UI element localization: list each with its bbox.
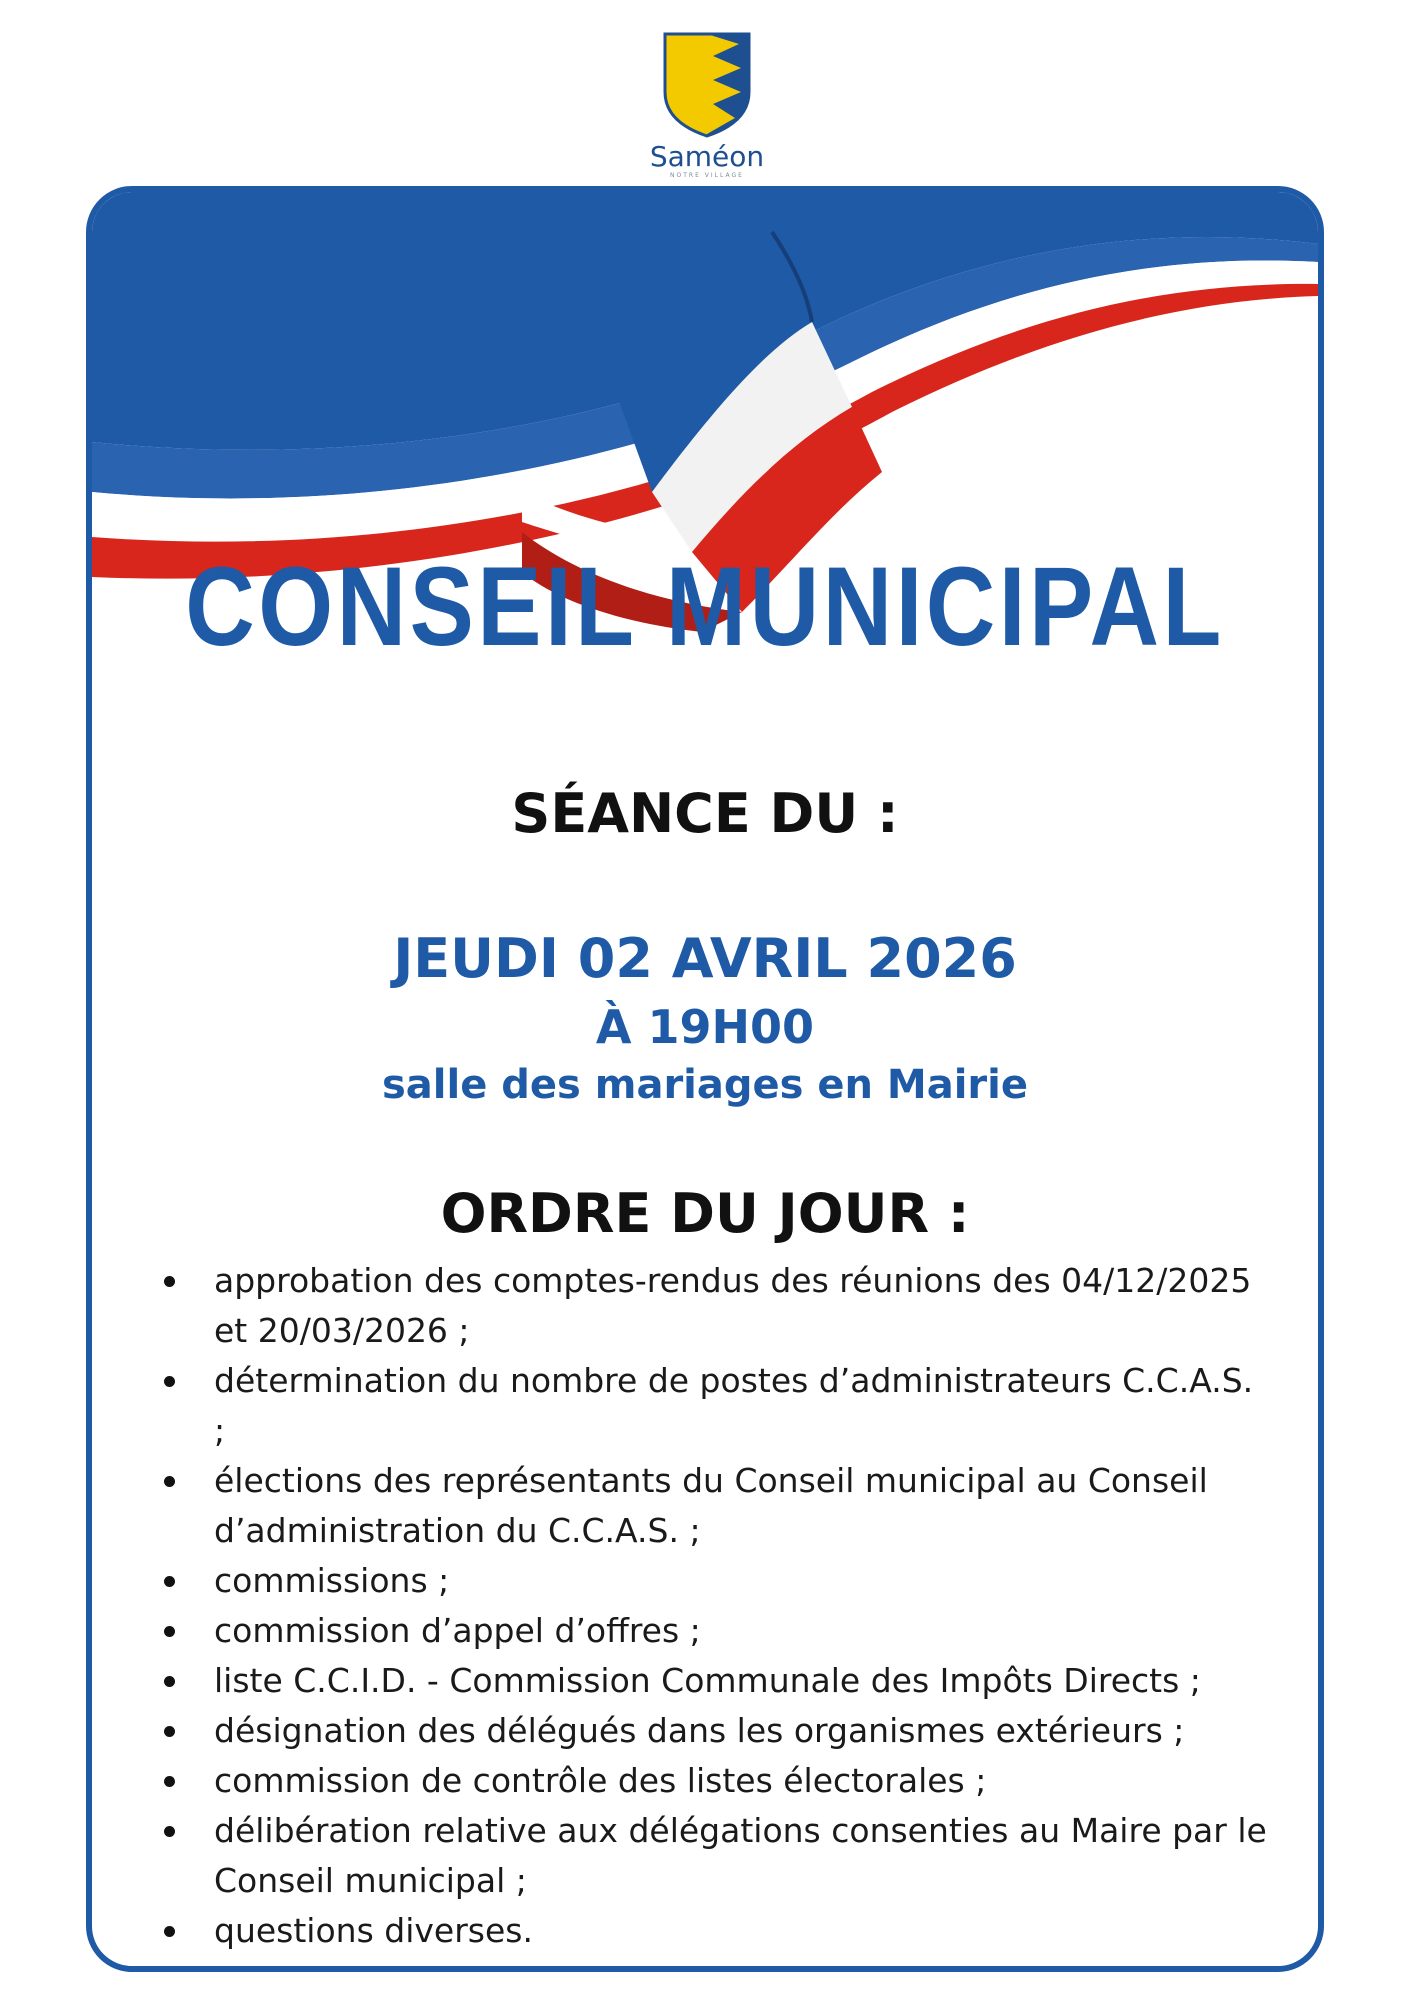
shield-icon xyxy=(661,30,753,140)
logo-tagline: NOTRE VILLAGE xyxy=(670,172,744,179)
agenda-heading: ORDRE DU JOUR : xyxy=(440,1182,970,1245)
notice-card xyxy=(86,186,1324,1972)
session-time: À 19H00 xyxy=(595,1000,815,1054)
village-logo xyxy=(640,30,774,180)
session-location: salle des mariages en Mairie xyxy=(382,1062,1028,1108)
list-item: détermination du nombre de postes d’administrateurs C.C.A.S. ; xyxy=(152,1356,1272,1456)
list-item: approbation des comptes-rendus des réunions des 04/12/2025 et 20/03/2026 ; xyxy=(152,1256,1272,1356)
session-label: SÉANCE DU : xyxy=(511,782,899,845)
session-date: JEUDI 02 AVRIL 2026 xyxy=(393,927,1017,990)
list-item: désignation des délégués dans les organismes extérieurs ; xyxy=(152,1706,1272,1756)
agenda-list xyxy=(152,1256,1272,1956)
list-item: commission de contrôle des listes électorales ; xyxy=(152,1756,1272,1806)
list-item: commission d’appel d’offres ; xyxy=(152,1606,1272,1656)
list-item: commissions ; xyxy=(152,1556,1272,1606)
logo-name: Saméon xyxy=(649,140,765,173)
tricolor-banner xyxy=(92,192,1318,872)
banner-title: CONSEIL MUNICIPAL xyxy=(185,544,1225,669)
tricolor-ribbon-icon xyxy=(92,192,1318,872)
list-item: élections des représentants du Conseil municipal au Conseil d’administration du C.C.A.S. ; xyxy=(152,1456,1272,1556)
list-item: liste C.C.I.D. - Commission Communale des Impôts Directs ; xyxy=(152,1656,1272,1706)
list-item: délibération relative aux délégations consenties au Maire par le Conseil municipal ; xyxy=(152,1806,1272,1906)
list-item: questions diverses. xyxy=(152,1906,1272,1956)
